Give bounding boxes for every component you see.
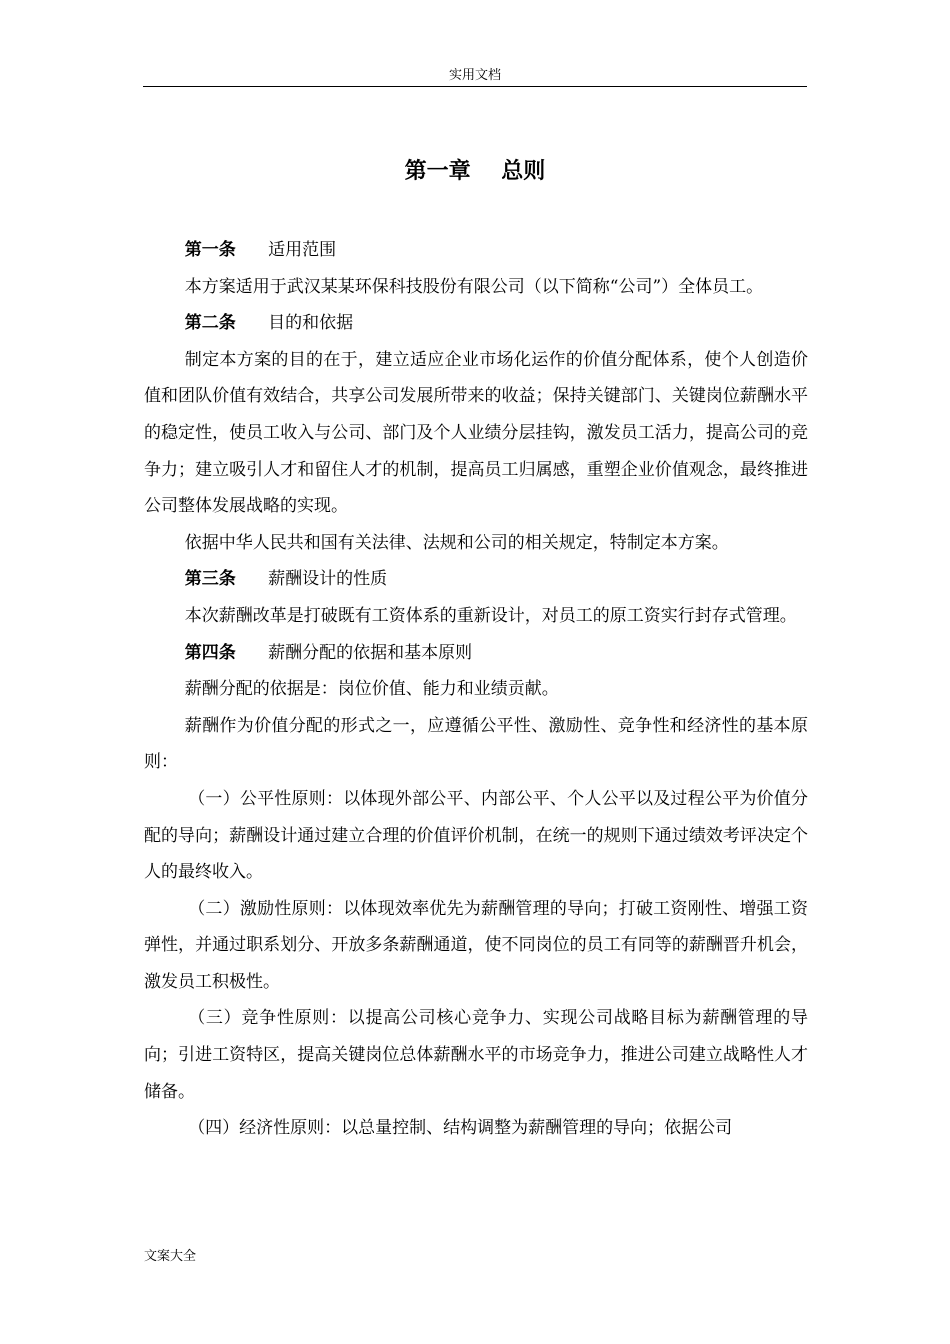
principle-incentive: （二）激励性原则：以体现效率优先为薪酬管理的导向；打破工资刚性、增强工资弹性，并通过职系划分、开放多条薪酬通道，使不同岗位的员工有同等的薪酬晋升机会，激发员工积极性。: [144, 898, 808, 992]
principle-economic: （四）经济性原则：以总量控制、结构调整为薪酬管理的导向；依据公司: [188, 1118, 733, 1139]
article-title: 目的和依据: [268, 313, 354, 334]
paragraph-distribution-basis: 薪酬分配的依据是：岗位价值、能力和业绩贡献。: [184, 679, 559, 700]
article-title: 薪酬分配的依据和基本原则: [268, 642, 473, 663]
article-number: 第四条: [184, 642, 236, 663]
principle-fairness: （一）公平性原则：以体现外部公平、内部公平、个人公平以及过程公平为价值分配的导向；薪酬设计通过建立合理的价值评价机制，在统一的规则下通过绩效考评决定个人的最终收入。: [144, 788, 808, 883]
article-heading: [144, 232, 808, 269]
header-divider: [143, 86, 807, 87]
article-number: 第二条: [184, 313, 236, 334]
principle-competitive: （三）竞争性原则：以提高公司核心竞争力、实现公司战略目标为薪酬管理的导向；引进工资特区，提高关键岗位总体薪酬水平的市场竞争力，推进公司建立战略性人才储备。: [144, 1008, 808, 1102]
paragraph-basis: 依据中华人民共和国有关法律、法规和公司的相关规定，特制定本方案。: [184, 532, 729, 553]
article-number: 第一条: [184, 240, 236, 260]
article-heading: [144, 305, 808, 342]
document-body: [144, 232, 808, 1147]
page-footer: 文案大全: [144, 1249, 197, 1264]
paragraph-nature: 本次薪酬改革是打破既有工资体系的重新设计，对员工的原工资实行封存式管理。: [184, 605, 797, 626]
paragraph-purpose: 制定本方案的目的在于，建立适应企业市场化运作的价值分配体系，使个人创造价值和团队价值有效结合，共享公司发展所带来的收益；保持关键部门、关键岗位薪酬水平的稳定性，使员工收入与公司、部门及个人业绩分层挂钩，激发员工活力，提高公司的竞争力；建立吸引人才和留住人才的机制，提高员工归属感，重塑企业价值观念，最终推进公司整体发展战略的实现。: [144, 349, 808, 517]
page-header: 实用文档: [448, 68, 501, 83]
article-heading: [144, 561, 808, 598]
paragraph-principles-intro: 薪酬作为价值分配的形式之一，应遵循公平性、激励性、竞争性和经济性的基本原则：: [144, 715, 808, 773]
paragraph-scope: 本方案适用于武汉某某环保科技股份有限公司（以下简称“公司”）全体员工。: [184, 276, 764, 297]
article-heading: [144, 635, 808, 672]
article-number: 第三条: [184, 569, 236, 590]
chapter-title: 第一章 总则: [404, 159, 546, 184]
article-title: 薪酬设计的性质: [268, 569, 388, 590]
article-title: 适用范围: [268, 240, 337, 260]
